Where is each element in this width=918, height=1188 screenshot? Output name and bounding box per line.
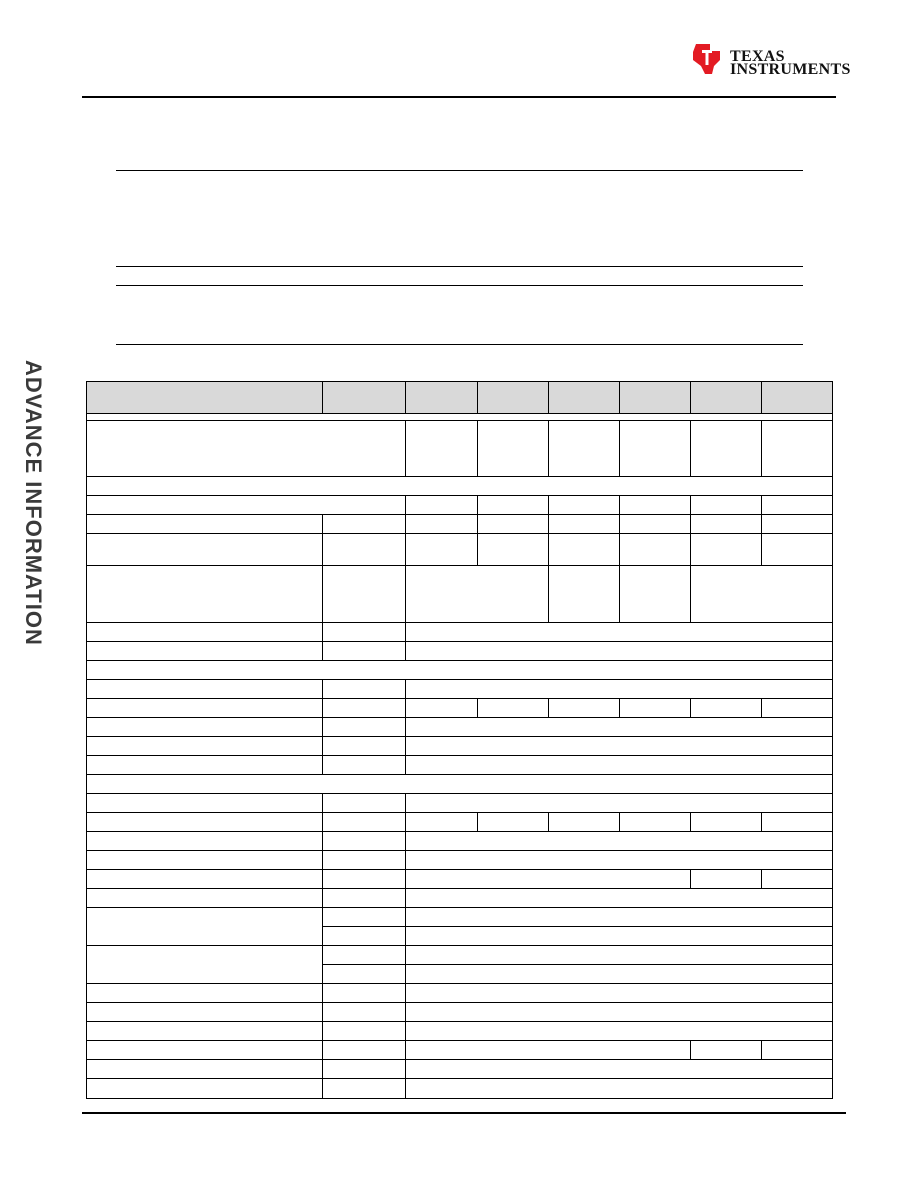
table-cell <box>406 756 833 775</box>
table-row <box>87 1022 833 1041</box>
table-cell <box>406 965 833 984</box>
table-cell <box>87 534 323 566</box>
table-row <box>87 414 833 421</box>
section-rule-3 <box>116 285 803 286</box>
table-cell <box>87 642 323 661</box>
table-cell <box>406 794 833 813</box>
table-cell <box>406 927 833 946</box>
table-row <box>87 984 833 1003</box>
table-cell <box>477 813 548 832</box>
table-cell <box>690 566 832 623</box>
table-cell <box>406 496 477 515</box>
table-cell <box>548 813 619 832</box>
header-cell <box>87 382 323 414</box>
table-cell <box>406 889 833 908</box>
table-cell <box>323 946 406 965</box>
table-cell <box>323 851 406 870</box>
table-cell <box>477 496 548 515</box>
table-cell <box>548 515 619 534</box>
ti-logo <box>690 42 851 80</box>
table-cell <box>477 421 548 477</box>
table-cell <box>323 680 406 699</box>
table-cell <box>87 756 323 775</box>
table-cell <box>87 1060 323 1079</box>
table-cell <box>619 699 690 718</box>
table-cell <box>87 1022 323 1041</box>
table-cell <box>87 984 323 1003</box>
brand-line-1: TEXAS <box>730 48 785 65</box>
table-cell <box>548 699 619 718</box>
table-cell <box>406 1022 833 1041</box>
table-cell <box>406 813 477 832</box>
table-cell <box>323 870 406 889</box>
table-section-row <box>87 775 833 794</box>
table-header-row <box>87 382 833 414</box>
table-cell <box>323 965 406 984</box>
table-cell <box>406 870 690 889</box>
table-cell <box>406 832 833 851</box>
section-rule-4 <box>116 344 803 345</box>
table-cell <box>87 661 833 680</box>
table-row <box>87 642 833 661</box>
table-row <box>87 813 833 832</box>
table-row <box>87 756 833 775</box>
table-cell <box>87 908 323 946</box>
brand-wordmark <box>730 50 851 76</box>
table-row <box>87 718 833 737</box>
table-cell <box>323 927 406 946</box>
table-cell <box>406 946 833 965</box>
table-cell <box>87 680 323 699</box>
table-cell <box>323 908 406 927</box>
table-row <box>87 680 833 699</box>
table-cell <box>323 699 406 718</box>
table-cell <box>619 566 690 623</box>
table-cell <box>406 1079 833 1099</box>
table-cell <box>690 534 761 566</box>
table-cell <box>619 534 690 566</box>
table-cell <box>87 946 323 984</box>
table-cell <box>87 477 833 496</box>
table-row <box>87 794 833 813</box>
table-cell <box>87 737 323 756</box>
table-cell <box>761 534 832 566</box>
header-cell <box>690 382 761 414</box>
table-cell <box>323 813 406 832</box>
table-cell <box>761 813 832 832</box>
header-cell <box>406 382 477 414</box>
table-cell <box>406 534 477 566</box>
header-cell <box>323 382 406 414</box>
table-cell <box>323 534 406 566</box>
table-cell <box>619 515 690 534</box>
footer-rule <box>82 1112 846 1114</box>
table-cell <box>87 699 323 718</box>
table-cell <box>406 908 833 927</box>
table-cell <box>761 421 832 477</box>
table-cell <box>690 1041 761 1060</box>
table-row <box>87 870 833 889</box>
table-cell <box>406 1041 690 1060</box>
header-cell <box>548 382 619 414</box>
table-row <box>87 421 833 477</box>
table-cell <box>761 496 832 515</box>
table-cell <box>323 1041 406 1060</box>
texas-instruments-logo-icon <box>690 42 724 76</box>
table-cell <box>323 515 406 534</box>
section-rule-2 <box>116 266 803 267</box>
table-row <box>87 496 833 515</box>
table-cell <box>87 421 406 477</box>
table-cell <box>87 566 323 623</box>
table-cell <box>548 534 619 566</box>
table-cell <box>406 699 477 718</box>
table-section-row <box>87 477 833 496</box>
table-cell <box>406 642 833 661</box>
table-cell <box>619 421 690 477</box>
brand-line-2: INSTRUMENTS <box>730 61 851 78</box>
table-row <box>87 1079 833 1099</box>
table-cell <box>87 851 323 870</box>
table-cell <box>323 737 406 756</box>
table-cell <box>548 421 619 477</box>
table-row <box>87 566 833 623</box>
table-cell <box>87 1041 323 1060</box>
table-cell <box>87 1079 323 1099</box>
table-cell <box>406 1060 833 1079</box>
table-cell <box>323 1003 406 1022</box>
table-cell <box>323 794 406 813</box>
table-row <box>87 1060 833 1079</box>
table-cell <box>690 421 761 477</box>
table-row <box>87 515 833 534</box>
table-cell <box>406 515 477 534</box>
table-cell <box>87 515 323 534</box>
header-rule <box>82 96 836 98</box>
table-cell <box>406 680 833 699</box>
table-cell <box>761 515 832 534</box>
table-cell <box>761 1041 832 1060</box>
table-cell <box>87 496 406 515</box>
section-rule-1 <box>116 170 803 171</box>
table-cell <box>406 1003 833 1022</box>
table-cell <box>690 699 761 718</box>
table-cell <box>406 737 833 756</box>
table-cell <box>690 496 761 515</box>
advance-information-label: ADVANCE INFORMATION <box>21 360 46 646</box>
table-cell <box>323 566 406 623</box>
table-cell <box>690 813 761 832</box>
table-cell <box>406 623 833 642</box>
table-cell <box>87 813 323 832</box>
table-row <box>87 908 833 927</box>
table-row <box>87 946 833 965</box>
table-row <box>87 889 833 908</box>
table-cell <box>323 1079 406 1099</box>
table-cell <box>87 794 323 813</box>
table-cell <box>690 515 761 534</box>
table-cell <box>87 623 323 642</box>
table-cell <box>619 813 690 832</box>
table-cell <box>323 623 406 642</box>
table-cell <box>406 566 548 623</box>
table-cell <box>548 496 619 515</box>
table-cell <box>323 984 406 1003</box>
table-cell <box>87 832 323 851</box>
table-cell <box>406 984 833 1003</box>
table-row <box>87 699 833 718</box>
table-cell <box>406 851 833 870</box>
table-cell <box>87 889 323 908</box>
table-cell <box>87 775 833 794</box>
table-cell <box>323 718 406 737</box>
table-cell <box>619 496 690 515</box>
table-cell <box>323 1022 406 1041</box>
table-cell <box>477 534 548 566</box>
header-cell <box>619 382 690 414</box>
table-cell <box>323 832 406 851</box>
table-cell <box>690 870 761 889</box>
table-cell <box>323 642 406 661</box>
table-row <box>87 623 833 642</box>
table-cell <box>406 718 833 737</box>
table-cell <box>87 1003 323 1022</box>
table-section-row <box>87 661 833 680</box>
table-cell <box>323 889 406 908</box>
table-cell <box>477 699 548 718</box>
table-row <box>87 737 833 756</box>
table-cell <box>761 699 832 718</box>
table-cell <box>406 421 477 477</box>
table-cell <box>87 870 323 889</box>
table-cell <box>477 515 548 534</box>
table-row <box>87 534 833 566</box>
table-cell <box>323 756 406 775</box>
table-row <box>87 832 833 851</box>
table-cell <box>323 1060 406 1079</box>
table-row <box>87 851 833 870</box>
header-cell <box>761 382 832 414</box>
table-row <box>87 1003 833 1022</box>
table-cell <box>548 566 619 623</box>
header-cell <box>477 382 548 414</box>
specification-table <box>86 381 833 1099</box>
table-cell <box>87 718 323 737</box>
table-cell <box>761 870 832 889</box>
table-row <box>87 1041 833 1060</box>
